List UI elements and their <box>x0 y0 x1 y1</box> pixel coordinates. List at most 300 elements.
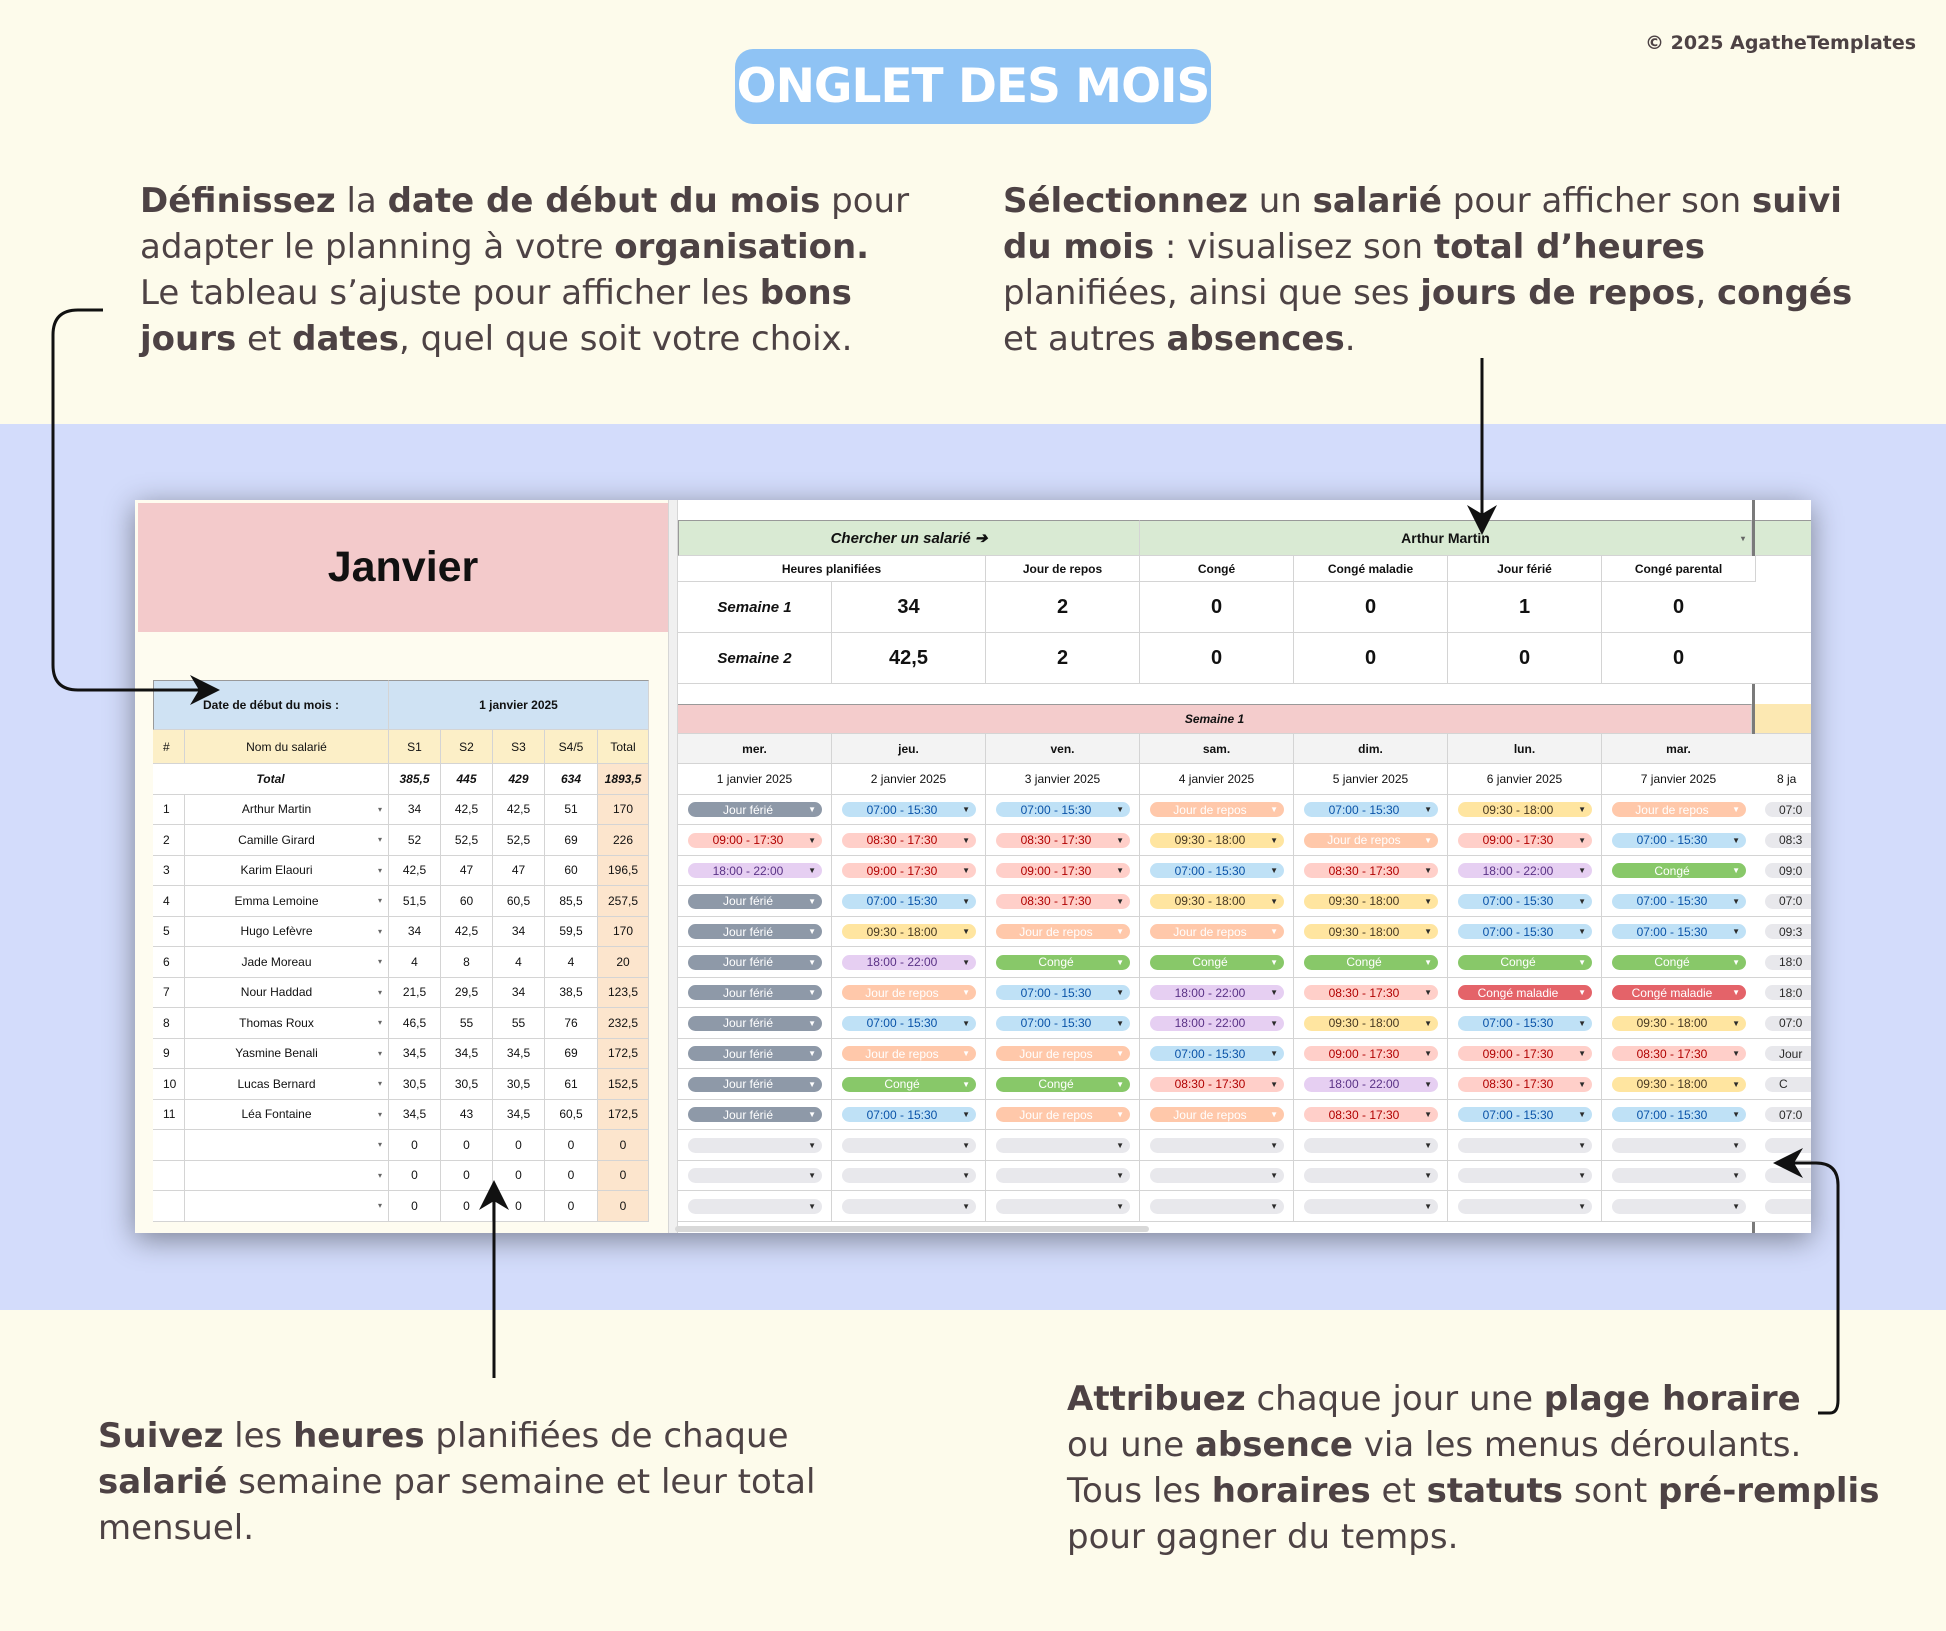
chevron-down-icon: ▼ <box>1424 835 1432 845</box>
chevron-down-icon: ▼ <box>1270 1171 1278 1181</box>
chevron-down-icon: ▼ <box>1116 1140 1124 1150</box>
schedule-value: 09:30 - 18:00 <box>1174 833 1246 848</box>
chevron-down-icon: ▾ <box>377 804 382 814</box>
week-hours-cell: 0 <box>389 1130 441 1161</box>
week-hours-cell: 0 <box>441 1191 493 1222</box>
schedule-value: Congé <box>1500 955 1536 970</box>
chevron-down-icon: ▾ <box>377 1201 382 1211</box>
chevron-down-icon: ▼ <box>962 896 970 906</box>
chevron-down-icon: ▼ <box>1116 1079 1124 1089</box>
chevron-down-icon: ▼ <box>1270 866 1278 876</box>
total-hours-cell: 226 <box>598 825 649 856</box>
schedule-value: 09:30 - 18:00 <box>1482 802 1554 817</box>
employee-name-select[interactable]: Emma Lemoine ▾ <box>185 886 389 917</box>
week-hours-cell: 42,5 <box>389 856 441 887</box>
week-hours-cell: 43 <box>441 1100 493 1131</box>
schedule-value: Jour férié <box>722 802 774 817</box>
description-start-date: Définissez la date de début du mois pour adapter le planning à votre organisation. Le tableau s’ajuste pour afficher les bons jours et dates, quel que soit votre choix. <box>140 181 910 359</box>
total-hours-cell: 232,5 <box>598 1008 649 1039</box>
chevron-down-icon: ▼ <box>1270 1049 1278 1059</box>
schedule-value: Jour de repos <box>1019 1107 1093 1122</box>
chevron-down-icon: ▼ <box>1578 835 1586 845</box>
summary-value: 0 <box>1602 582 1756 633</box>
schedule-value: Congé <box>1038 955 1074 970</box>
summary-value: 1 <box>1448 582 1602 633</box>
total-value: 1893,5 <box>598 764 649 795</box>
row-number: 5 <box>153 917 185 948</box>
week-header: Semaine 1 <box>678 704 1752 734</box>
chevron-down-icon: ▼ <box>808 805 816 815</box>
chevron-down-icon: ▼ <box>808 927 816 937</box>
week-hours-cell: 0 <box>545 1161 598 1192</box>
chevron-down-icon: ▼ <box>1116 866 1124 876</box>
week-hours-cell: 34,5 <box>441 1039 493 1070</box>
day-header: lun. <box>1448 734 1602 764</box>
summary-header: Congé parental <box>1602 556 1756 582</box>
chevron-down-icon: ▼ <box>1116 805 1124 815</box>
schedule-value: 08:30 - 17:30 <box>1174 1077 1246 1092</box>
chevron-down-icon: ▼ <box>808 1201 816 1211</box>
total-hours-cell: 0 <box>598 1191 649 1222</box>
page-title: ONGLET DES MOIS <box>735 49 1211 124</box>
week-hours-cell: 0 <box>545 1191 598 1222</box>
schedule-value: 08:3 <box>1779 833 1803 848</box>
week-hours-cell: 8 <box>441 947 493 978</box>
total-hours-cell: 170 <box>598 795 649 826</box>
employee-name-select[interactable]: Karim Elaouri ▾ <box>185 856 389 887</box>
week-hours-cell: 38,5 <box>545 978 598 1009</box>
week-hours-cell: 34 <box>493 978 545 1009</box>
schedule-value: Jour férié <box>722 1077 774 1092</box>
chevron-down-icon: ▼ <box>1732 896 1740 906</box>
column-header: S1 <box>389 730 441 764</box>
row-number: 1 <box>153 795 185 826</box>
chevron-down-icon: ▼ <box>1732 1201 1740 1211</box>
schedule-value: Congé <box>884 1077 920 1092</box>
chevron-down-icon: ▾ <box>377 865 382 875</box>
chevron-down-icon: ▼ <box>1116 1049 1124 1059</box>
chevron-down-icon: ▼ <box>962 1140 970 1150</box>
week-hours-cell: 52,5 <box>441 825 493 856</box>
date-header: 2 janvier 2025 <box>832 764 986 795</box>
chevron-down-icon: ▼ <box>1732 988 1740 998</box>
chevron-down-icon: ▼ <box>962 988 970 998</box>
chevron-down-icon: ▼ <box>1116 1110 1124 1120</box>
employee-name-select[interactable]: Léa Fontaine ▾ <box>185 1100 389 1131</box>
schedule-value: Congé <box>1038 1077 1074 1092</box>
employee-name-select[interactable]: Yasmine Benali ▾ <box>185 1039 389 1070</box>
chevron-down-icon: ▼ <box>1732 1110 1740 1120</box>
chevron-down-icon: ▼ <box>808 988 816 998</box>
schedule-value: 09:30 - 18:00 <box>1328 1016 1400 1031</box>
schedule-value: 07:00 - 15:30 <box>1020 1016 1092 1031</box>
chevron-down-icon: ▼ <box>1116 835 1124 845</box>
schedule-value: 07:00 - 15:30 <box>866 1016 938 1031</box>
chevron-down-icon: ▼ <box>962 1201 970 1211</box>
week-hours-cell: 69 <box>545 1039 598 1070</box>
schedule-value: 18:00 - 22:00 <box>866 955 938 970</box>
schedule-value: 08:30 - 17:30 <box>1328 1107 1400 1122</box>
week-hours-cell: 55 <box>441 1008 493 1039</box>
schedule-value: Jour de repos <box>1635 802 1709 817</box>
day-header: mer. <box>678 734 832 764</box>
chevron-down-icon: ▼ <box>1424 1049 1432 1059</box>
chevron-down-icon: ▼ <box>1116 988 1124 998</box>
summary-header: Congé <box>1140 556 1294 582</box>
week-hours-cell: 47 <box>441 856 493 887</box>
chevron-down-icon: ▾ <box>377 926 382 936</box>
week-hours-cell: 0 <box>493 1130 545 1161</box>
employee-name-select[interactable]: Nour Haddad ▾ <box>185 978 389 1009</box>
chevron-down-icon: ▼ <box>1578 896 1586 906</box>
chevron-down-icon: ▼ <box>808 1018 816 1028</box>
column-header: S2 <box>441 730 493 764</box>
total-hours-cell: 123,5 <box>598 978 649 1009</box>
week-hours-cell: 4 <box>545 947 598 978</box>
week-hours-cell: 34,5 <box>389 1100 441 1131</box>
schedule-value: 09:00 - 17:30 <box>1328 1046 1400 1061</box>
chevron-down-icon: ▾ <box>377 1018 382 1028</box>
employee-name-select[interactable]: Lucas Bernard ▾ <box>185 1069 389 1100</box>
schedule-value: 07:00 - 15:30 <box>1636 1107 1708 1122</box>
chevron-down-icon: ▼ <box>1270 957 1278 967</box>
week-hours-cell: 21,5 <box>389 978 441 1009</box>
start-date-label: Date de début du mois : <box>153 680 389 730</box>
schedule-value: C <box>1779 1077 1788 1092</box>
week-hours-cell: 85,5 <box>545 886 598 917</box>
total-hours-cell: 196,5 <box>598 856 649 887</box>
chevron-down-icon: ▼ <box>1424 1110 1432 1120</box>
schedule-value: 18:0 <box>1779 985 1803 1000</box>
schedule-value: 18:00 - 22:00 <box>1174 985 1246 1000</box>
schedule-value: 09:00 - 17:30 <box>1020 863 1092 878</box>
schedule-value: 07:00 - 15:30 <box>1636 833 1708 848</box>
week-hours-cell: 0 <box>493 1161 545 1192</box>
week-hours-cell: 52,5 <box>493 825 545 856</box>
schedule-value: 07:00 - 15:30 <box>1174 1046 1246 1061</box>
week-hours-cell: 30,5 <box>389 1069 441 1100</box>
chevron-down-icon: ▼ <box>1732 1140 1740 1150</box>
employee-name-select[interactable]: Arthur Martin ▾ <box>185 795 389 826</box>
schedule-value: 18:00 - 22:00 <box>1482 863 1554 878</box>
chevron-down-icon: ▼ <box>1424 1140 1432 1150</box>
schedule-value: 07:0 <box>1779 1016 1803 1031</box>
schedule-value: 09:30 - 18:00 <box>1636 1077 1708 1092</box>
column-header: Total <box>598 730 649 764</box>
week-hours-cell: 55 <box>493 1008 545 1039</box>
schedule-value: 07:00 - 15:30 <box>1636 894 1708 909</box>
week-hours-cell: 46,5 <box>389 1008 441 1039</box>
chevron-down-icon: ▼ <box>962 805 970 815</box>
column-header: S3 <box>493 730 545 764</box>
week-hours-cell: 60,5 <box>493 886 545 917</box>
chevron-down-icon: ▾ <box>377 1140 382 1150</box>
summary-value: 2 <box>986 633 1140 684</box>
chevron-down-icon: ▼ <box>1732 957 1740 967</box>
employee-name-select[interactable]: Thomas Roux ▾ <box>185 1008 389 1039</box>
week-hours-cell: 34 <box>493 917 545 948</box>
week-hours-cell: 0 <box>389 1161 441 1192</box>
week-hours-cell: 34 <box>389 795 441 826</box>
chevron-down-icon: ▼ <box>808 1049 816 1059</box>
week-hours-cell: 30,5 <box>493 1069 545 1100</box>
schedule-value: Jour de repos <box>865 1046 939 1061</box>
schedule-value: 08:30 - 17:30 <box>1636 1046 1708 1061</box>
chevron-down-icon: ▼ <box>1270 988 1278 998</box>
chevron-down-icon: ▼ <box>808 835 816 845</box>
chevron-down-icon: ▼ <box>808 1140 816 1150</box>
summary-week-label: Semaine 1 <box>678 582 832 633</box>
summary-week-label: Semaine 2 <box>678 633 832 684</box>
schedule-value: 09:30 - 18:00 <box>1636 1016 1708 1031</box>
employee-name-select[interactable]: Hugo Lefèvre ▾ <box>185 917 389 948</box>
chevron-down-icon: ▼ <box>1424 927 1432 937</box>
row-number: 9 <box>153 1039 185 1070</box>
schedule-value: 07:0 <box>1779 802 1803 817</box>
summary-value: 34 <box>832 582 986 633</box>
chevron-down-icon: ▼ <box>1578 805 1586 815</box>
chevron-down-icon: ▾ <box>377 1079 382 1089</box>
chevron-down-icon: ▼ <box>1578 1110 1586 1120</box>
week-hours-cell: 34 <box>389 917 441 948</box>
row-number: 8 <box>153 1008 185 1039</box>
total-hours-cell: 172,5 <box>598 1100 649 1131</box>
day-header: jeu. <box>832 734 986 764</box>
chevron-down-icon: ▼ <box>808 957 816 967</box>
date-header: 1 janvier 2025 <box>678 764 832 795</box>
schedule-value: 08:30 - 17:30 <box>866 833 938 848</box>
schedule-value: Congé maladie <box>1477 985 1559 1000</box>
description-dropdowns: Attribuez chaque jour une plage horaire ou une absence via les menus déroulants. Tous les horaires et statuts sont pré-remplis pour gagner du temps. <box>1067 1379 1880 1557</box>
schedule-value: Jour férié <box>722 894 774 909</box>
chevron-down-icon: ▼ <box>1270 1110 1278 1120</box>
schedule-value: Jour férié <box>722 924 774 939</box>
chevron-down-icon: ▼ <box>1732 835 1740 845</box>
week-hours-cell: 34,5 <box>493 1039 545 1070</box>
chevron-down-icon: ▼ <box>1270 896 1278 906</box>
chevron-down-icon: ▼ <box>1116 1201 1124 1211</box>
total-value: 429 <box>493 764 545 795</box>
column-header: S4/5 <box>545 730 598 764</box>
schedule-value: 09:30 - 18:00 <box>1328 924 1400 939</box>
schedule-value: 08:30 - 17:30 <box>1020 894 1092 909</box>
row-number: 7 <box>153 978 185 1009</box>
schedule-value: 08:30 - 17:30 <box>1020 833 1092 848</box>
chevron-down-icon: ▼ <box>1270 1201 1278 1211</box>
week-hours-cell: 0 <box>545 1130 598 1161</box>
chevron-down-icon: ▼ <box>962 1018 970 1028</box>
chevron-down-icon: ▼ <box>808 1171 816 1181</box>
row-number: 2 <box>153 825 185 856</box>
total-value: 634 <box>545 764 598 795</box>
schedule-value: 09:00 - 17:30 <box>712 833 784 848</box>
chevron-down-icon: ▾ <box>377 1048 382 1058</box>
summary-value: 0 <box>1602 633 1756 684</box>
chevron-down-icon: ▼ <box>1578 957 1586 967</box>
chevron-down-icon: ▼ <box>1270 1079 1278 1089</box>
chevron-down-icon: ▼ <box>1578 1140 1586 1150</box>
week-hours-cell: 60,5 <box>545 1100 598 1131</box>
chevron-down-icon: ▾ <box>377 835 382 845</box>
chevron-down-icon: ▼ <box>962 1110 970 1120</box>
summary-value: 0 <box>1140 633 1294 684</box>
schedule-value: 07:00 - 15:30 <box>1020 985 1092 1000</box>
summary-value: 0 <box>1448 633 1602 684</box>
schedule-value: Congé <box>1654 863 1690 878</box>
schedule-value: Jour férié <box>722 1016 774 1031</box>
week-hours-cell: 42,5 <box>493 795 545 826</box>
chevron-down-icon: ▼ <box>808 866 816 876</box>
chevron-down-icon: ▼ <box>1116 896 1124 906</box>
total-label: Total <box>153 764 389 795</box>
chevron-down-icon: ▾ <box>377 957 382 967</box>
search-employee-label: Chercher un salarié ➔ <box>678 520 1140 556</box>
month-title: Janvier <box>138 503 668 632</box>
schedule-value: Congé <box>1192 955 1228 970</box>
week-hours-cell: 59,5 <box>545 917 598 948</box>
schedule-value: 07:00 - 15:30 <box>1328 802 1400 817</box>
chevron-down-icon: ▼ <box>1424 805 1432 815</box>
schedule-value: 09:3 <box>1779 924 1803 939</box>
week-hours-cell: 60 <box>441 886 493 917</box>
chevron-down-icon: ▼ <box>962 866 970 876</box>
chevron-down-icon: ▼ <box>808 896 816 906</box>
schedule-value: Jour de repos <box>1173 924 1247 939</box>
date-header: 3 janvier 2025 <box>986 764 1140 795</box>
row-number: 3 <box>153 856 185 887</box>
row-number: 6 <box>153 947 185 978</box>
schedule-value: 07:0 <box>1779 1107 1803 1122</box>
total-hours-cell: 172,5 <box>598 1039 649 1070</box>
schedule-value: Congé <box>1346 955 1382 970</box>
chevron-down-icon: ▼ <box>962 1079 970 1089</box>
row-number: 10 <box>153 1069 185 1100</box>
week-hours-cell: 0 <box>441 1130 493 1161</box>
schedule-value: 09:30 - 18:00 <box>1174 894 1246 909</box>
schedule-value: 07:00 - 15:30 <box>1174 863 1246 878</box>
schedule-value: 07:00 - 15:30 <box>866 894 938 909</box>
week-hours-cell: 42,5 <box>441 917 493 948</box>
chevron-down-icon: ▼ <box>1424 1018 1432 1028</box>
chevron-down-icon: ▼ <box>1732 927 1740 937</box>
copyright: © 2025 AgatheTemplates <box>1645 32 1917 54</box>
chevron-down-icon: ▼ <box>808 1110 816 1120</box>
week-hours-cell: 51 <box>545 795 598 826</box>
start-date-value[interactable]: 1 janvier 2025 <box>389 680 649 730</box>
chevron-down-icon: ▼ <box>1424 1201 1432 1211</box>
employee-name-select[interactable]: Jade Moreau ▾ <box>185 947 389 978</box>
schedule-value: 07:00 - 15:30 <box>866 802 938 817</box>
schedule-value: 07:00 - 15:30 <box>1482 1016 1554 1031</box>
chevron-down-icon: ▾ <box>377 1170 382 1180</box>
schedule-value: 08:30 - 17:30 <box>1328 863 1400 878</box>
summary-header: Heures planifiées <box>678 556 986 582</box>
schedule-value: 09:00 - 17:30 <box>1482 833 1554 848</box>
week-hours-cell: 60 <box>545 856 598 887</box>
date-header-partial: 8 ja <box>1755 764 1811 795</box>
summary-header: Jour de repos <box>986 556 1140 582</box>
summary-header: Jour férié <box>1448 556 1602 582</box>
employee-select[interactable]: Arthur Martin ▾ <box>1140 520 1752 556</box>
week-hours-cell: 34,5 <box>389 1039 441 1070</box>
chevron-down-icon: ▼ <box>1424 896 1432 906</box>
chevron-down-icon: ▼ <box>1116 1018 1124 1028</box>
chevron-down-icon: ▼ <box>1578 1171 1586 1181</box>
schedule-value: 18:00 - 22:00 <box>1174 1016 1246 1031</box>
description-employee-select: Sélectionnez un salarié pour afficher son suivi du mois : visualisez son total d’heures planifiées, ainsi que ses jours de repos, congés et autres absences. <box>1003 181 1853 359</box>
chevron-down-icon: ▼ <box>1732 1079 1740 1089</box>
schedule-value: Jour férié <box>722 1107 774 1122</box>
chevron-down-icon: ▼ <box>962 1171 970 1181</box>
summary-value: 42,5 <box>832 633 986 684</box>
total-hours-cell: 0 <box>598 1130 649 1161</box>
row-number: 11 <box>153 1100 185 1131</box>
total-hours-cell: 152,5 <box>598 1069 649 1100</box>
chevron-down-icon: ▾ <box>1740 533 1745 543</box>
chevron-down-icon: ▼ <box>1732 805 1740 815</box>
week-hours-cell: 4 <box>389 947 441 978</box>
chevron-down-icon: ▼ <box>1424 1171 1432 1181</box>
description-hours: Suivez les heures planifiées de chaque salarié semaine par semaine et leur total mensuel. <box>98 1416 816 1548</box>
schedule-value: Jour de repos <box>1019 924 1093 939</box>
schedule-value: Jour <box>1779 1046 1803 1061</box>
schedule-value: 07:0 <box>1779 894 1803 909</box>
schedule-value: 08:30 - 17:30 <box>1482 1077 1554 1092</box>
week-hours-cell: 47 <box>493 856 545 887</box>
chevron-down-icon: ▼ <box>962 927 970 937</box>
chevron-down-icon: ▾ <box>377 896 382 906</box>
schedule-value: Jour de repos <box>1173 802 1247 817</box>
chevron-down-icon: ▼ <box>1116 927 1124 937</box>
chevron-down-icon: ▼ <box>1424 1079 1432 1089</box>
schedule-value: 09:00 - 17:30 <box>1482 1046 1554 1061</box>
chevron-down-icon: ▼ <box>1578 1201 1586 1211</box>
chevron-down-icon: ▼ <box>1116 957 1124 967</box>
total-hours-cell: 170 <box>598 917 649 948</box>
schedule-value: Jour férié <box>722 955 774 970</box>
chevron-down-icon: ▼ <box>1578 1049 1586 1059</box>
day-header: mar. <box>1602 734 1756 764</box>
schedule-value: 07:00 - 15:30 <box>1636 924 1708 939</box>
chevron-down-icon: ▼ <box>962 835 970 845</box>
schedule-value: 09:00 - 17:30 <box>866 863 938 878</box>
chevron-down-icon: ▼ <box>1270 1018 1278 1028</box>
schedule-value: 09:30 - 18:00 <box>1328 894 1400 909</box>
schedule-value: 07:00 - 15:30 <box>1482 1107 1554 1122</box>
day-header: sam. <box>1140 734 1294 764</box>
chevron-down-icon: ▼ <box>962 1049 970 1059</box>
chevron-down-icon: ▼ <box>1424 988 1432 998</box>
week-hours-cell: 34,5 <box>493 1100 545 1131</box>
day-header: dim. <box>1294 734 1448 764</box>
chevron-down-icon: ▼ <box>808 1079 816 1089</box>
summary-value: 0 <box>1294 582 1448 633</box>
chevron-down-icon: ▼ <box>1578 866 1586 876</box>
schedule-value: 09:30 - 18:00 <box>866 924 938 939</box>
schedule-value: Jour de repos <box>1327 833 1401 848</box>
chevron-down-icon: ▼ <box>1578 1079 1586 1089</box>
schedule-value: Jour férié <box>722 1046 774 1061</box>
date-header: 6 janvier 2025 <box>1448 764 1602 795</box>
chevron-down-icon: ▼ <box>1732 866 1740 876</box>
summary-value: 0 <box>1294 633 1448 684</box>
employee-name-select[interactable]: Camille Girard ▾ <box>185 825 389 856</box>
week-hours-cell: 69 <box>545 825 598 856</box>
schedule-value: 18:00 - 22:00 <box>712 863 784 878</box>
week-hours-cell: 0 <box>493 1191 545 1222</box>
schedule-value: Congé <box>1654 955 1690 970</box>
chevron-down-icon: ▼ <box>1578 927 1586 937</box>
